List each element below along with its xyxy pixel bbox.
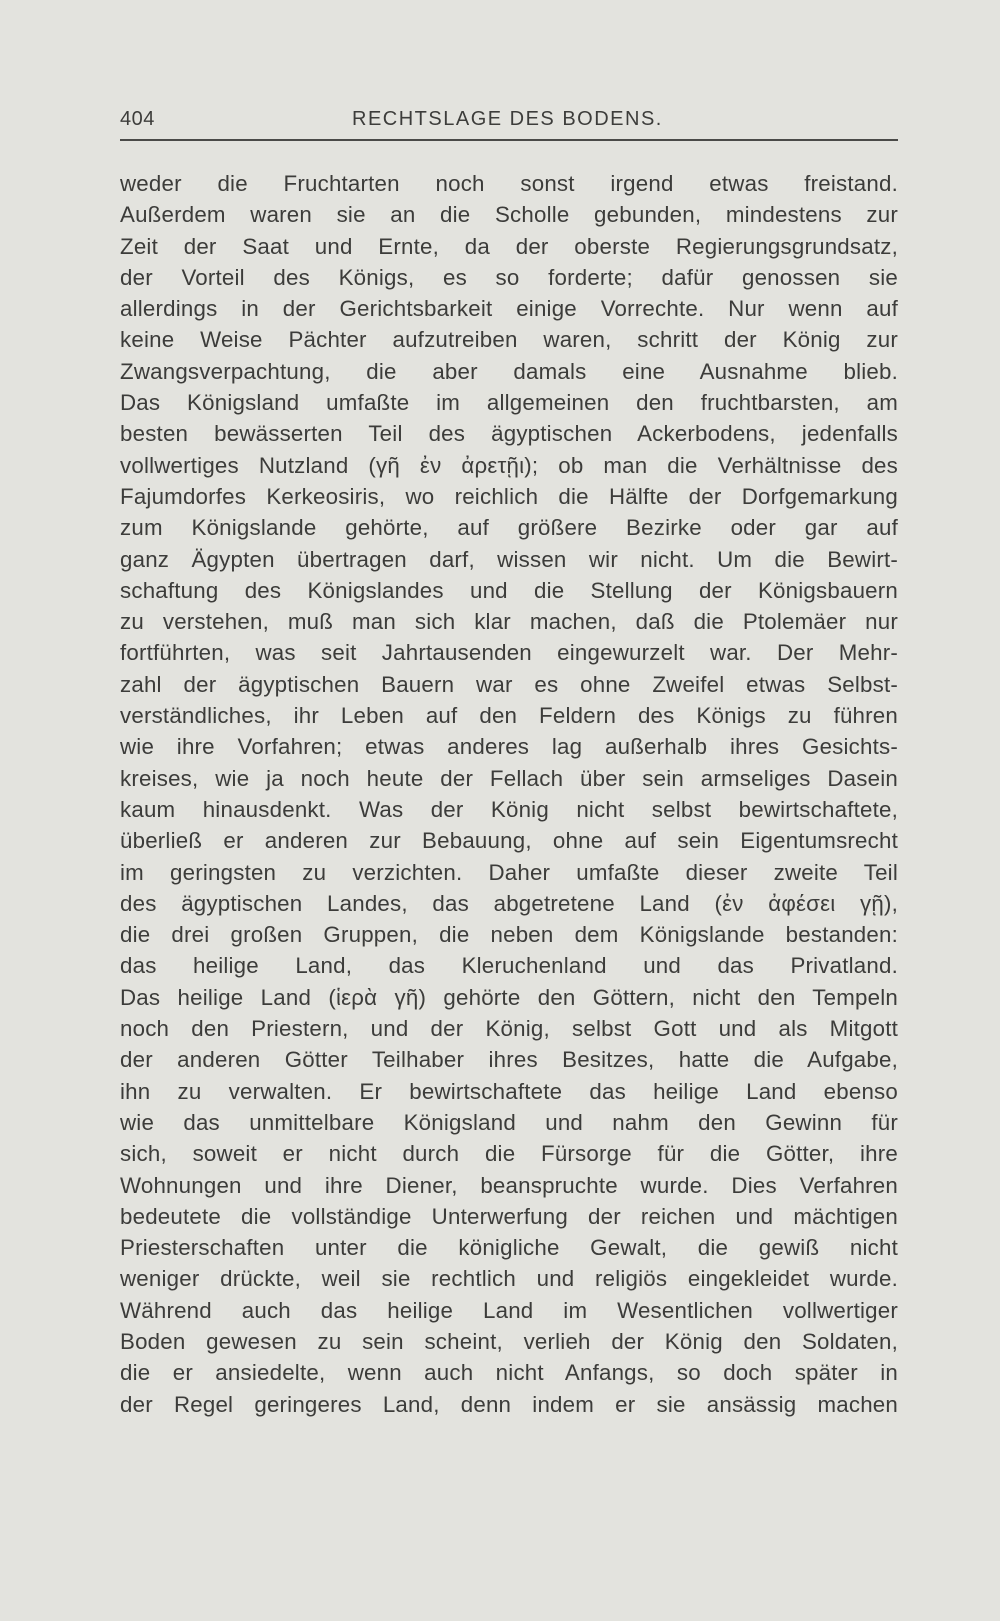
- running-title: RECHTSLAGE DES BODENS.: [352, 108, 663, 130]
- text-line: des ägyptischen Landes, das abgetretene Land (ἐν ἀφέσει γῇ),: [120, 890, 898, 916]
- text-line: Zwangsverpachtung, die aber damals eine Ausnahme blieb.: [120, 358, 898, 384]
- text-line: Außerdem waren sie an die Scholle gebunden, mindestens zur: [120, 202, 898, 228]
- text-line: überließ er anderen zur Bebauung, ohne auf sein Eigentumsrecht: [120, 828, 898, 854]
- text-line: der Regel geringeres Land, denn indem er sie ansässig machen: [120, 1391, 898, 1417]
- header-rule: [120, 139, 898, 141]
- text-line: der anderen Götter Teilhaber ihres Besitzes, hatte die Aufgabe,: [120, 1047, 898, 1073]
- text-line: zahl der ägyptischen Bauern war es ohne Zweifel etwas Selbst-: [120, 671, 898, 697]
- text-line: kaum hinausdenkt. Was der König nicht selbst bewirtschaftete,: [120, 796, 898, 822]
- text-line: Während auch das heilige Land im Wesentlichen vollwertiger: [120, 1297, 898, 1323]
- text-line: Priesterschaften unter die königliche Gewalt, die gewiß nicht: [120, 1235, 898, 1261]
- text-line: verständliches, ihr Leben auf den Feldern des Königs zu führen: [120, 703, 898, 729]
- text-line: Zeit der Saat und Ernte, da der oberste Regierungsgrundsatz,: [120, 233, 898, 259]
- text-line: zu verstehen, muß man sich klar machen, daß die Ptolemäer nur: [120, 609, 898, 635]
- text-line: wie das unmittelbare Königsland und nahm den Gewinn für: [120, 1109, 898, 1135]
- text-line: Das Königsland umfaßte im allgemeinen den fruchtbarsten, am: [120, 390, 898, 416]
- text-line: besten bewässerten Teil des ägyptischen Ackerbodens, jedenfalls: [120, 421, 898, 447]
- text-line: kreises, wie ja noch heute der Fellach über sein armseliges Dasein: [120, 765, 898, 791]
- text-line: die er ansiedelte, wenn auch nicht Anfangs, so doch später in: [120, 1360, 898, 1386]
- text-line: Fajumdorfes Kerkeosiris, wo reichlich die Hälfte der Dorfgemarkung: [120, 483, 898, 509]
- text-line: bedeutete die vollständige Unterwerfung der reichen und mächtigen: [120, 1203, 898, 1229]
- text-line: Das heilige Land (ἱερὰ γῆ) gehörte den Göttern, nicht den Tempeln: [120, 984, 898, 1010]
- text-line: keine Weise Pächter aufzutreiben waren, schritt der König zur: [120, 327, 898, 353]
- text-line: wie ihre Vorfahren; etwas anderes lag außerhalb ihres Gesichts-: [120, 734, 898, 760]
- text-line: sich, soweit er nicht durch die Fürsorge für die Götter, ihre: [120, 1141, 898, 1167]
- text-line: das heilige Land, das Kleruchenland und das Privatland.: [120, 953, 898, 979]
- page-number: 404: [120, 108, 155, 130]
- page-header: [120, 104, 898, 138]
- text-line: weder die Fruchtarten noch sonst irgend etwas freistand.: [120, 171, 898, 196]
- text-line: Boden gewesen zu sein scheint, verlieh der König den Soldaten,: [120, 1328, 898, 1354]
- text-line: allerdings in der Gerichtsbarkeit einige Vorrechte. Nur wenn auf: [120, 296, 898, 322]
- text-line: noch den Priestern, und der König, selbst Gott und als Mitgott: [120, 1016, 898, 1042]
- text-line: der Vorteil des Königs, es so forderte; dafür genossen sie: [120, 264, 898, 290]
- text-line: fortführten, was seit Jahrtausenden eingewurzelt war. Der Mehr-: [120, 640, 898, 666]
- text-line: schaftung des Königslandes und die Stellung der Königsbauern: [120, 577, 898, 603]
- text-line: Wohnungen und ihre Diener, beanspruchte wurde. Dies Verfahren: [120, 1172, 898, 1198]
- text-line: ganz Ägypten übertragen darf, wissen wir nicht. Um die Bewirt-: [120, 546, 898, 572]
- text-line: im geringsten zu verzichten. Daher umfaßte dieser zweite Teil: [120, 859, 898, 885]
- text-line: zum Königslande gehörte, auf größere Bezirke oder gar auf: [120, 515, 898, 541]
- body-text: [120, 168, 898, 1420]
- text-line: vollwertiges Nutzland (γῆ ἐν ἀρετῇι); ob man die Verhältnisse des: [120, 452, 898, 478]
- text-line: die drei großen Gruppen, die neben dem Königslande bestanden:: [120, 922, 898, 948]
- text-line: weniger drückte, weil sie rechtlich und religiös eingekleidet wurde.: [120, 1266, 898, 1292]
- text-line: ihn zu verwalten. Er bewirtschaftete das heilige Land ebenso: [120, 1078, 898, 1104]
